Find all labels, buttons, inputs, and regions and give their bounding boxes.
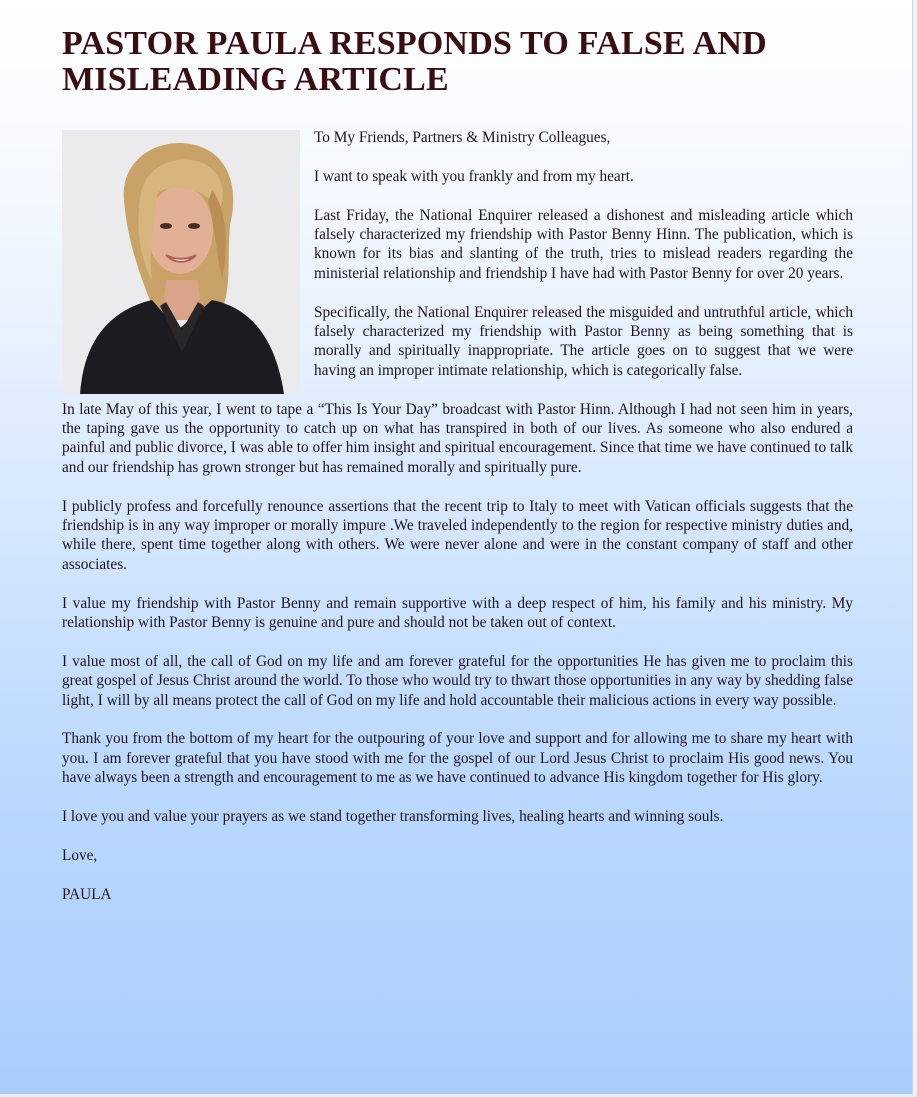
paragraph: Last Friday, the National Enquirer released a dishonest and misleading article which falsely characterized my friendship with Pastor Benny Hinn. The publication, which is known for its bias and slanting of the truth, tries to mislead readers regarding the ministerial relationship and friendship I have had with Pastor Benny for over 20 years.	[314, 206, 853, 282]
signature: PAULA	[62, 885, 112, 903]
paragraph: I value most of all, the call of God on my life and am forever grateful for the opportunities He has given me to proclaim this great gospel of Jesus Christ around the world. To those who would try to thwart those opportunities in any way by shedding false light, I will by all means protect the call of God on my life and hold accountable their malicious actions in every way possible.	[62, 652, 853, 709]
paragraph: I love you and value your prayers as we stand together transforming lives, healing hearts and winning souls.	[62, 808, 724, 826]
portrait-photo-illustration	[62, 130, 300, 394]
portrait-photo	[62, 130, 300, 394]
article-body	[62, 128, 853, 904]
article	[62, 26, 853, 923]
paragraph: I value my friendship with Pastor Benny and remain supportive with a deep respect of him, his family and his ministry. My relationship with Pastor Benny is genuine and pure and should not be taken out of context.	[62, 594, 853, 632]
article-headline: PASTOR PAULA RESPONDS TO FALSE AND MISLEADING ARTICLE	[62, 25, 767, 98]
paragraph: I publicly profess and forcefully renounce assertions that the recent trip to Italy to meet with Vatican officials suggests that the friendship is in any way improper or morally impure .We traveled independently to the region for respective ministry duties and, while there, spent time together along with others. We were never alone and were in the constant company of staff and other associates.	[62, 497, 853, 573]
signoff: Love,	[62, 846, 98, 864]
page-edge	[912, 0, 917, 1097]
paragraph: Specifically, the National Enquirer released the misguided and untruthful article, which falsely characterized my friendship with Pastor Benny as being something that is morally and spiritually inappropriate. The article goes on to suggest that we were having an improper intimate relationship, which is categorically false.	[314, 303, 853, 379]
paragraph: In late May of this year, I went to tape a “This Is Your Day” broadcast with Pastor Hinn. Although I had not seen him in years, the taping gave us the opportunity to catch up on what has transpired in both of our lives. As someone who also endured a painful and public divorce, I was able to offer him insight and spiritual encouragement. Since that time we have continued to talk and our friendship has grown stronger but has remained morally and spiritually pure.	[62, 400, 853, 476]
paragraph: Thank you from the bottom of my heart for the outpouring of your love and support and for allowing me to share my heart with you. I am forever grateful that you have stood with me for the gospel of our Lord Jesus Christ to proclaim His good news. You have always been a strength and encouragement to me as we have continued to advance His kingdom together for His glory.	[62, 730, 853, 787]
paragraph-salutation: To My Friends, Partners & Ministry Colleagues,	[314, 129, 611, 146]
paragraph: I want to speak with you frankly and from my heart.	[314, 167, 634, 185]
